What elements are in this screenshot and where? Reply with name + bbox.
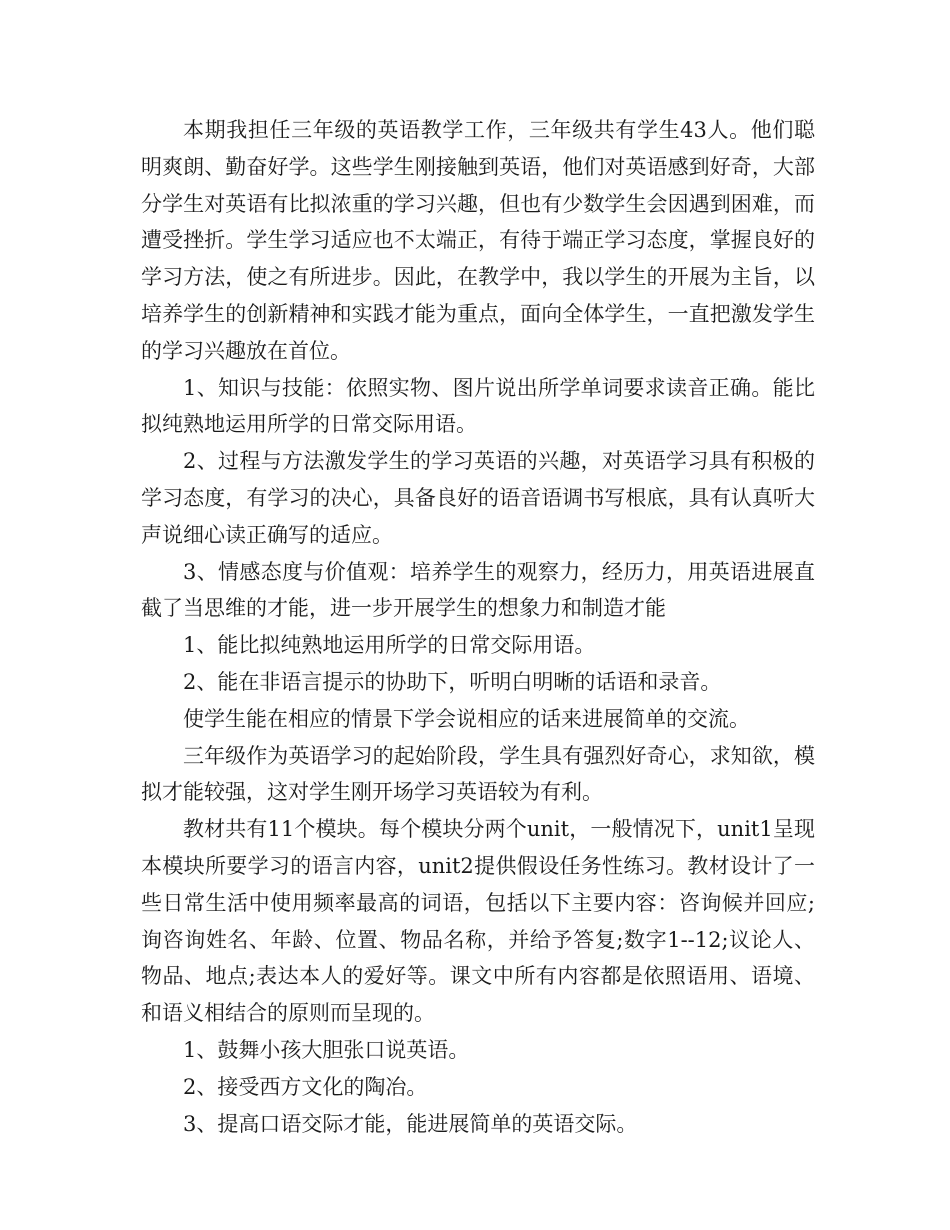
paragraph-intro: 本期我担任三年级的英语教学工作，三年级共有学生43人。他们聪明爽朗、勤奋好学。这些学生刚接触到英语，他们对英语感到好奇，大部分学生对英语有比拟浓重的学习兴趣，但也有少数学生会因遇到困难，而遭受挫折。学生学习适应也不太端正，有待于端正学习态度，掌握良好的学习方法，使之有所进步。因此，在教学中，我以学生的开展为主旨，以培养学生的创新精神和实践才能为重点，面向全体学生，一直把激发学生的学习兴趣放在首位。 — [141, 118, 815, 363]
paragraph-goal-process: 2、过程与方法激发学生的学习英语的兴趣，对英语学习具有积极的学习态度，有学习的决心，具备良好的语音语调书写根底，具有认真听大声说细心读正确写的适应。 — [141, 449, 815, 547]
paragraph-student-analysis: 三年级作为英语学习的起始阶段，学生具有强烈好奇心，求知欲，模拟才能较强，这对学生刚开场学习英语较为有利。 — [141, 743, 815, 805]
paragraph-textbook-analysis: 教材共有11个模块。每个模块分两个unit，一般情况下，unit1呈现本模块所要学习的语言内容，unit2提供假设任务性练习。教材设计了一些日常生活中使用频率最高的词语，包括以下主要内容：咨询候并回应;询咨询姓名、年龄、位置、物品名称，并给予答复;数字1--12;议论人、物品、地点;表达本人的爱好等。课文中所有内容都是依照语用、语境、和语义相结合的原则而呈现的。 — [141, 817, 815, 1026]
paragraph-measure-2: 2、接受西方文化的陶冶。 — [183, 1074, 428, 1099]
paragraph-requirement-3: 使学生能在相应的情景下学会说相应的话来进展简单的交流。 — [183, 706, 750, 731]
paragraph-requirement-2: 2、能在非语言提示的协助下，听明白明晰的话语和录音。 — [183, 669, 722, 694]
paragraph-measure-1: 1、鼓舞小孩大胆张口说英语。 — [183, 1037, 470, 1062]
document-body — [141, 112, 815, 1142]
paragraph-requirement-1: 1、能比拟纯熟地运用所学的日常交际用语。 — [183, 633, 596, 658]
paragraph-goal-attitude: 3、情感态度与价值观：培养学生的观察力，经历力，用英语进展直截了当思维的才能，进一步开展学生的想象力和制造才能 — [141, 559, 815, 621]
paragraph-measure-3: 3、提高口语交际才能，能进展简单的英语交际。 — [183, 1111, 638, 1136]
paragraph-goal-knowledge: 1、知识与技能：依照实物、图片说出所学单词要求读音正确。能比拟纯熟地运用所学的日常交际用语。 — [141, 375, 815, 437]
